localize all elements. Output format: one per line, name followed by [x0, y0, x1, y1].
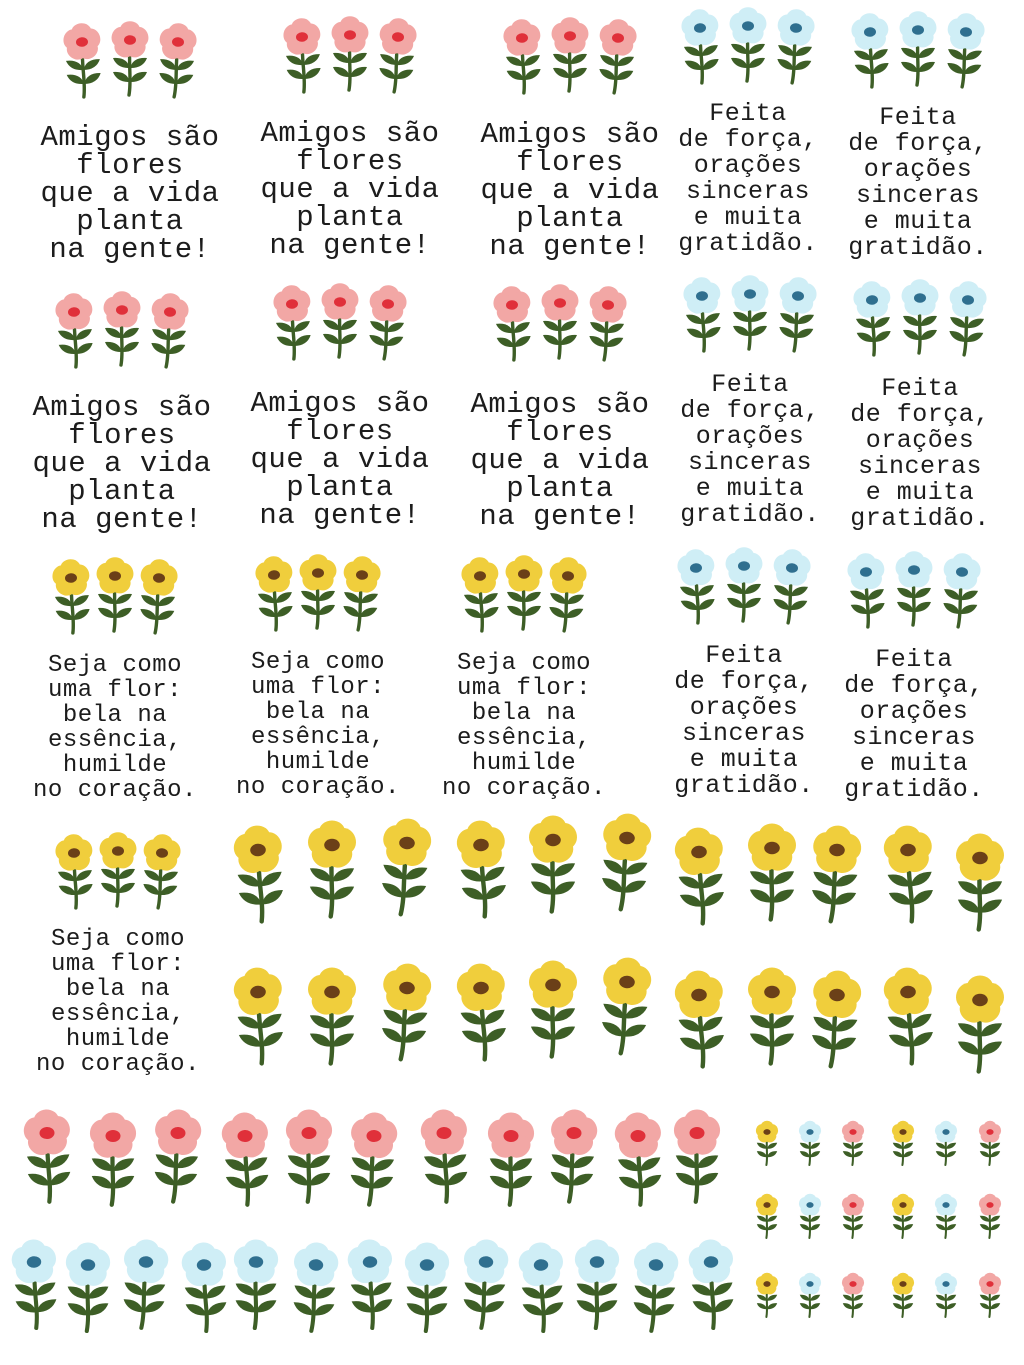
- quote-line: de força,: [680, 396, 820, 425]
- flower-icon: [674, 548, 720, 624]
- flower-icon: [938, 552, 984, 628]
- flower-icon: [500, 18, 546, 94]
- quote-line: de força,: [844, 671, 984, 700]
- flower-icon: [678, 8, 724, 84]
- flower-icon: [729, 275, 771, 349]
- flower-icon: [933, 1273, 958, 1317]
- flower-icon: [87, 1113, 139, 1205]
- flower-icon: [893, 551, 935, 625]
- flower-icon: [319, 283, 361, 357]
- quote-line: gratidão.: [844, 775, 984, 804]
- quote-line: planta: [296, 201, 404, 234]
- flower-icon: [229, 824, 290, 924]
- quote-line: planta: [506, 472, 614, 505]
- flower-icon: [805, 824, 866, 924]
- quote-line: orações: [695, 422, 805, 451]
- flower-icon: [797, 1121, 822, 1165]
- quote-line: Amigos são: [470, 388, 650, 421]
- flower-icon: [20, 1108, 77, 1203]
- flower-icon: [840, 1194, 865, 1238]
- flower-icon: [797, 1273, 822, 1317]
- quote-line: bela na: [471, 700, 577, 727]
- quote-line: Seja como: [50, 926, 186, 953]
- quote-line: sinceras: [855, 181, 981, 210]
- quote-line: flores: [286, 415, 394, 448]
- quote-line: flores: [506, 416, 614, 449]
- flower-icon: [252, 555, 298, 631]
- quote-line: de força,: [850, 400, 990, 429]
- quote-line: gratidão.: [678, 229, 818, 258]
- quote-line: no coração.: [36, 1051, 200, 1078]
- quote-line: de força,: [674, 667, 814, 696]
- flower-icon: [138, 833, 184, 909]
- quote-line: gratidão.: [850, 504, 990, 533]
- quote-line: de força,: [678, 125, 818, 154]
- flower-icon: [135, 558, 181, 634]
- flower-icon: [670, 826, 731, 926]
- quote-line: na gente!: [41, 503, 203, 536]
- quote-line: gratidão.: [680, 500, 820, 529]
- flower-icon: [270, 284, 316, 360]
- flower-icon: [890, 1194, 915, 1238]
- quote-line: Feita: [711, 370, 789, 399]
- flower-icon: [297, 554, 339, 628]
- flower-icon: [503, 555, 545, 629]
- flower-icon: [417, 1108, 474, 1203]
- quote-line: Amigos são: [40, 121, 220, 154]
- quote-line: essência,: [50, 1001, 186, 1028]
- quote-line: essência,: [47, 727, 183, 754]
- flower-icon: [344, 1238, 399, 1329]
- quote-line: uma flor:: [456, 675, 592, 702]
- flower-icon: [375, 962, 436, 1062]
- quote-line: Amigos são: [480, 118, 660, 151]
- quote-feita: [668, 101, 828, 257]
- flower-icon: [485, 1113, 537, 1205]
- quote-line: e muita: [689, 745, 799, 774]
- quote-line: sinceras: [685, 177, 811, 206]
- quote-feita: [670, 372, 830, 528]
- flower-icon: [942, 12, 988, 88]
- quote-line: e muita: [859, 749, 969, 778]
- quote-line: uma flor:: [50, 951, 186, 978]
- flower-icon: [890, 1121, 915, 1165]
- quote-line: no coração.: [442, 775, 606, 802]
- quote-line: Amigos são: [32, 391, 212, 424]
- flower-icon: [305, 821, 360, 917]
- flower-icon: [572, 1239, 622, 1328]
- flower-icon: [338, 555, 384, 631]
- quote-line: Feita: [879, 103, 957, 132]
- flower-icon: [977, 1273, 1002, 1317]
- quote-line: Feita: [881, 374, 959, 403]
- quote-line: orações: [859, 697, 969, 726]
- flower-icon: [680, 276, 726, 352]
- flower-icon: [595, 812, 656, 912]
- flower-icon: [754, 1194, 779, 1238]
- quote-amigos: [465, 118, 675, 263]
- flower-icon: [94, 557, 136, 631]
- quote-line: Amigos são: [260, 117, 440, 150]
- quote-line: que a vida: [40, 177, 220, 210]
- quote-line: uma flor:: [250, 674, 386, 701]
- quote-line: que a vida: [470, 444, 650, 477]
- flower-icon: [670, 969, 731, 1069]
- flower-icon: [458, 556, 504, 632]
- quote-line: flores: [68, 419, 176, 452]
- quote-line: na gente!: [259, 499, 421, 532]
- flower-icon: [977, 1194, 1002, 1238]
- quote-line: orações: [865, 426, 975, 455]
- flower-icon: [375, 817, 436, 917]
- quote-line: na gente!: [49, 233, 211, 266]
- flower-icon: [101, 291, 143, 365]
- flower-icon: [52, 292, 98, 368]
- flower-icon: [109, 21, 151, 95]
- flower-icon: [231, 1239, 281, 1328]
- flower-icon: [685, 1238, 740, 1329]
- flower-icon: [899, 279, 941, 353]
- flower-icon: [229, 966, 290, 1066]
- flower-icon: [452, 962, 513, 1062]
- flower-icon: [526, 816, 581, 912]
- quote-line: Feita: [705, 641, 783, 670]
- quote-line: humilde: [265, 749, 371, 776]
- flower-icon: [154, 22, 200, 98]
- flower-icon: [953, 834, 1008, 930]
- flower-icon: [745, 824, 800, 920]
- flower-icon: [287, 1241, 342, 1332]
- quote-line: que a vida: [32, 447, 212, 480]
- quote-line: flores: [76, 149, 184, 182]
- quote-line: Seja como: [250, 649, 386, 676]
- quote-line: na gente!: [489, 230, 651, 263]
- quote-amigos: [245, 117, 455, 262]
- flower-icon: [890, 1273, 915, 1317]
- quote-line: planta: [286, 471, 394, 504]
- quote-line: bela na: [65, 976, 171, 1003]
- quote-line: essência,: [456, 725, 592, 752]
- quote-amigos: [17, 391, 227, 536]
- flower-icon: [611, 1111, 668, 1206]
- quote-seja: [20, 653, 210, 803]
- flower-icon: [897, 11, 939, 85]
- quote-line: humilde: [65, 1026, 171, 1053]
- flower-icon: [953, 976, 1008, 1072]
- flower-icon: [774, 276, 820, 352]
- quote-seja: [23, 927, 213, 1077]
- flower-icon: [772, 8, 818, 84]
- flower-icon: [879, 824, 940, 924]
- quote-feita: [838, 105, 998, 261]
- quote-line: sinceras: [681, 719, 807, 748]
- quote-line: que a vida: [480, 174, 660, 207]
- quote-line: bela na: [62, 702, 168, 729]
- quote-seja: [223, 650, 413, 800]
- flower-icon: [457, 1238, 512, 1329]
- flower-icon: [97, 832, 139, 906]
- quote-line: orações: [689, 693, 799, 722]
- flower-icon: [594, 18, 640, 94]
- quote-amigos: [455, 388, 665, 533]
- quote-line: essência,: [250, 724, 386, 751]
- quote-line: orações: [693, 151, 803, 180]
- flower-icon: [305, 968, 360, 1064]
- flower-icon: [671, 1110, 723, 1202]
- flower-icon: [280, 17, 326, 93]
- flower-icon: [344, 1111, 401, 1206]
- quote-line: flores: [516, 146, 624, 179]
- quote-line: Seja como: [456, 650, 592, 677]
- flower-icon: [977, 1121, 1002, 1165]
- quote-line: que a vida: [260, 173, 440, 206]
- flower-icon: [490, 285, 536, 361]
- flower-icon: [944, 280, 990, 356]
- flower-icon: [364, 284, 410, 360]
- quote-line: planta: [76, 205, 184, 238]
- quote-line: sinceras: [687, 448, 813, 477]
- flower-icon: [933, 1194, 958, 1238]
- quote-line: gratidão.: [848, 233, 988, 262]
- flower-icon: [844, 552, 890, 628]
- flower-icon: [515, 1241, 570, 1332]
- flower-icon: [526, 961, 581, 1057]
- flower-icon: [768, 548, 814, 624]
- flower-icon: [148, 1108, 205, 1203]
- quote-line: Feita: [875, 645, 953, 674]
- flower-icon: [452, 819, 513, 919]
- flower-icon: [584, 285, 630, 361]
- quote-line: planta: [516, 202, 624, 235]
- quote-line: bela na: [265, 699, 371, 726]
- quote-line: orações: [863, 155, 973, 184]
- quote-line: e muita: [695, 474, 805, 503]
- flower-icon: [117, 1238, 172, 1329]
- quote-line: uma flor:: [47, 677, 183, 704]
- flower-icon: [797, 1194, 822, 1238]
- quote-line: e muita: [863, 207, 973, 236]
- quote-line: Feita: [709, 99, 787, 128]
- flower-icon: [283, 1110, 335, 1202]
- flower-icon: [329, 16, 371, 90]
- flower-icon: [745, 968, 800, 1064]
- flower-icon: [933, 1121, 958, 1165]
- quote-feita: [840, 376, 1000, 532]
- flower-icon: [727, 7, 769, 81]
- quote-line: gratidão.: [674, 771, 814, 800]
- flower-icon: [840, 1273, 865, 1317]
- quote-line: que a vida: [250, 443, 430, 476]
- flower-icon: [178, 1241, 233, 1332]
- flower-icon: [8, 1238, 63, 1329]
- flower-icon: [754, 1121, 779, 1165]
- quote-line: sinceras: [857, 452, 983, 481]
- flower-icon: [218, 1111, 275, 1206]
- flower-icon: [805, 969, 866, 1069]
- quote-line: na gente!: [479, 500, 641, 533]
- flower-icon: [627, 1241, 682, 1332]
- quote-seja: [429, 651, 619, 801]
- quote-line: no coração.: [236, 774, 400, 801]
- quote-line: e muita: [865, 478, 975, 507]
- flower-icon: [52, 833, 98, 909]
- quote-line: na gente!: [269, 229, 431, 262]
- quote-line: Seja como: [47, 652, 183, 679]
- quote-line: de força,: [848, 129, 988, 158]
- quote-line: sinceras: [851, 723, 977, 752]
- flower-icon: [549, 17, 591, 91]
- quote-line: humilde: [471, 750, 577, 777]
- flower-icon: [146, 292, 192, 368]
- quote-line: planta: [68, 475, 176, 508]
- flower-icon: [60, 22, 106, 98]
- flower-icon: [374, 17, 420, 93]
- flower-icon: [49, 558, 95, 634]
- quote-line: humilde: [62, 752, 168, 779]
- flower-icon: [723, 547, 765, 621]
- flower-icon: [544, 1108, 601, 1203]
- flower-icon: [63, 1242, 113, 1331]
- quote-amigos: [25, 121, 235, 266]
- quote-line: Amigos são: [250, 387, 430, 420]
- quote-line: e muita: [693, 203, 803, 232]
- flower-icon: [754, 1273, 779, 1317]
- flower-icon: [840, 1121, 865, 1165]
- flower-icon: [539, 284, 581, 358]
- flower-icon: [848, 12, 894, 88]
- flower-icon: [402, 1242, 452, 1331]
- flower-icon: [850, 280, 896, 356]
- quote-line: no coração.: [33, 777, 197, 804]
- flower-icon: [595, 956, 656, 1056]
- quote-line: flores: [296, 145, 404, 178]
- quote-feita: [664, 643, 824, 799]
- quote-amigos: [235, 387, 445, 532]
- quote-feita: [834, 647, 994, 803]
- flower-icon: [879, 966, 940, 1066]
- flower-icon: [544, 556, 590, 632]
